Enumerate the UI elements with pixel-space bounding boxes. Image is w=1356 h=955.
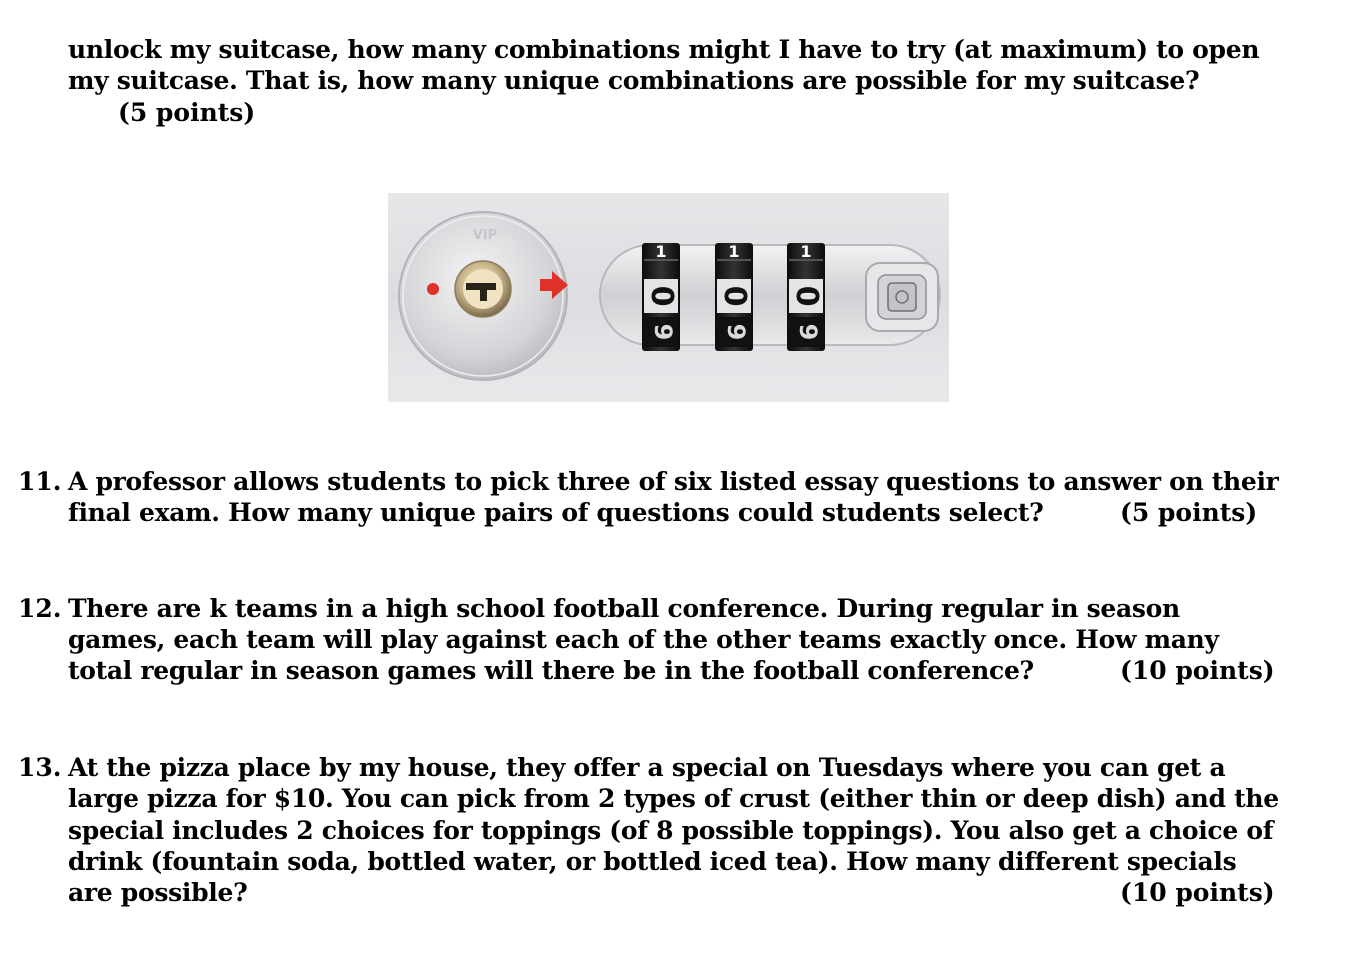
q13-line-2: large pizza for $10. You can pick from 2 types of crust (either thin or deep dish) and the [68,784,1279,813]
q13-line-3: special includes 2 choices for toppings (of 8 possible toppings). You also get a choice of [68,816,1274,845]
q10-points: (5 points) [118,98,256,127]
q13-line-4: drink (fountain soda, bottled water, or bottled iced tea). How many different specials [68,847,1237,876]
q13-line-5: are possible? [68,878,248,907]
combination-dial-3[interactable] [787,242,825,351]
q12-points: (10 points) [1120,656,1275,685]
reset-button-icon [866,263,938,331]
q12-line-2: games, each team will play against each of the other teams exactly once. How many [68,625,1219,654]
combination-dial-1[interactable] [642,242,680,351]
q10-line-2: my suitcase. That is, how many unique combinations are possible for my suitcase? [68,66,1200,95]
q12-line-3: total regular in season games will there be in the football conference? [68,656,1034,685]
combination-dial-2[interactable] [715,242,753,351]
q12-number: 12. [18,594,62,623]
q11-line-2: final exam. How many unique pairs of questions could students select? [68,498,1044,527]
q11-number: 11. [18,467,62,496]
q11-points: (5 points) [1120,498,1258,527]
dial-2-middle-digit: 0 [717,285,752,307]
dial-3-top-digit: 1 [800,242,812,261]
dial-1-middle-digit: 0 [644,285,679,307]
dial-1-bottom-digit: 9 [649,323,677,341]
q12-line-1: There are k teams in a high school football conference. During regular in season [68,594,1180,623]
brand-emboss: VIP [472,228,498,243]
dial-2-bottom-digit: 9 [722,323,750,341]
q13-number: 13. [18,753,62,782]
dial-3-middle-digit: 0 [789,285,824,307]
q10-line-1: unlock my suitcase, how many combinations might I have to try (at maximum) to open [68,35,1260,64]
q11-line-1: A professor allows students to pick three of six listed essay questions to answer on their [68,467,1279,496]
luggage-lock-image [388,193,949,402]
dial-3-bottom-digit: 9 [794,323,822,341]
q13-points: (10 points) [1120,878,1275,907]
luggage-lock-illustration [388,193,949,402]
dial-2-top-digit: 1 [728,242,740,261]
dial-1-top-digit: 1 [655,242,667,261]
red-dot-icon [427,283,439,295]
q13-line-1: At the pizza place by my house, they offer a special on Tuesdays where you can get a [68,753,1226,782]
